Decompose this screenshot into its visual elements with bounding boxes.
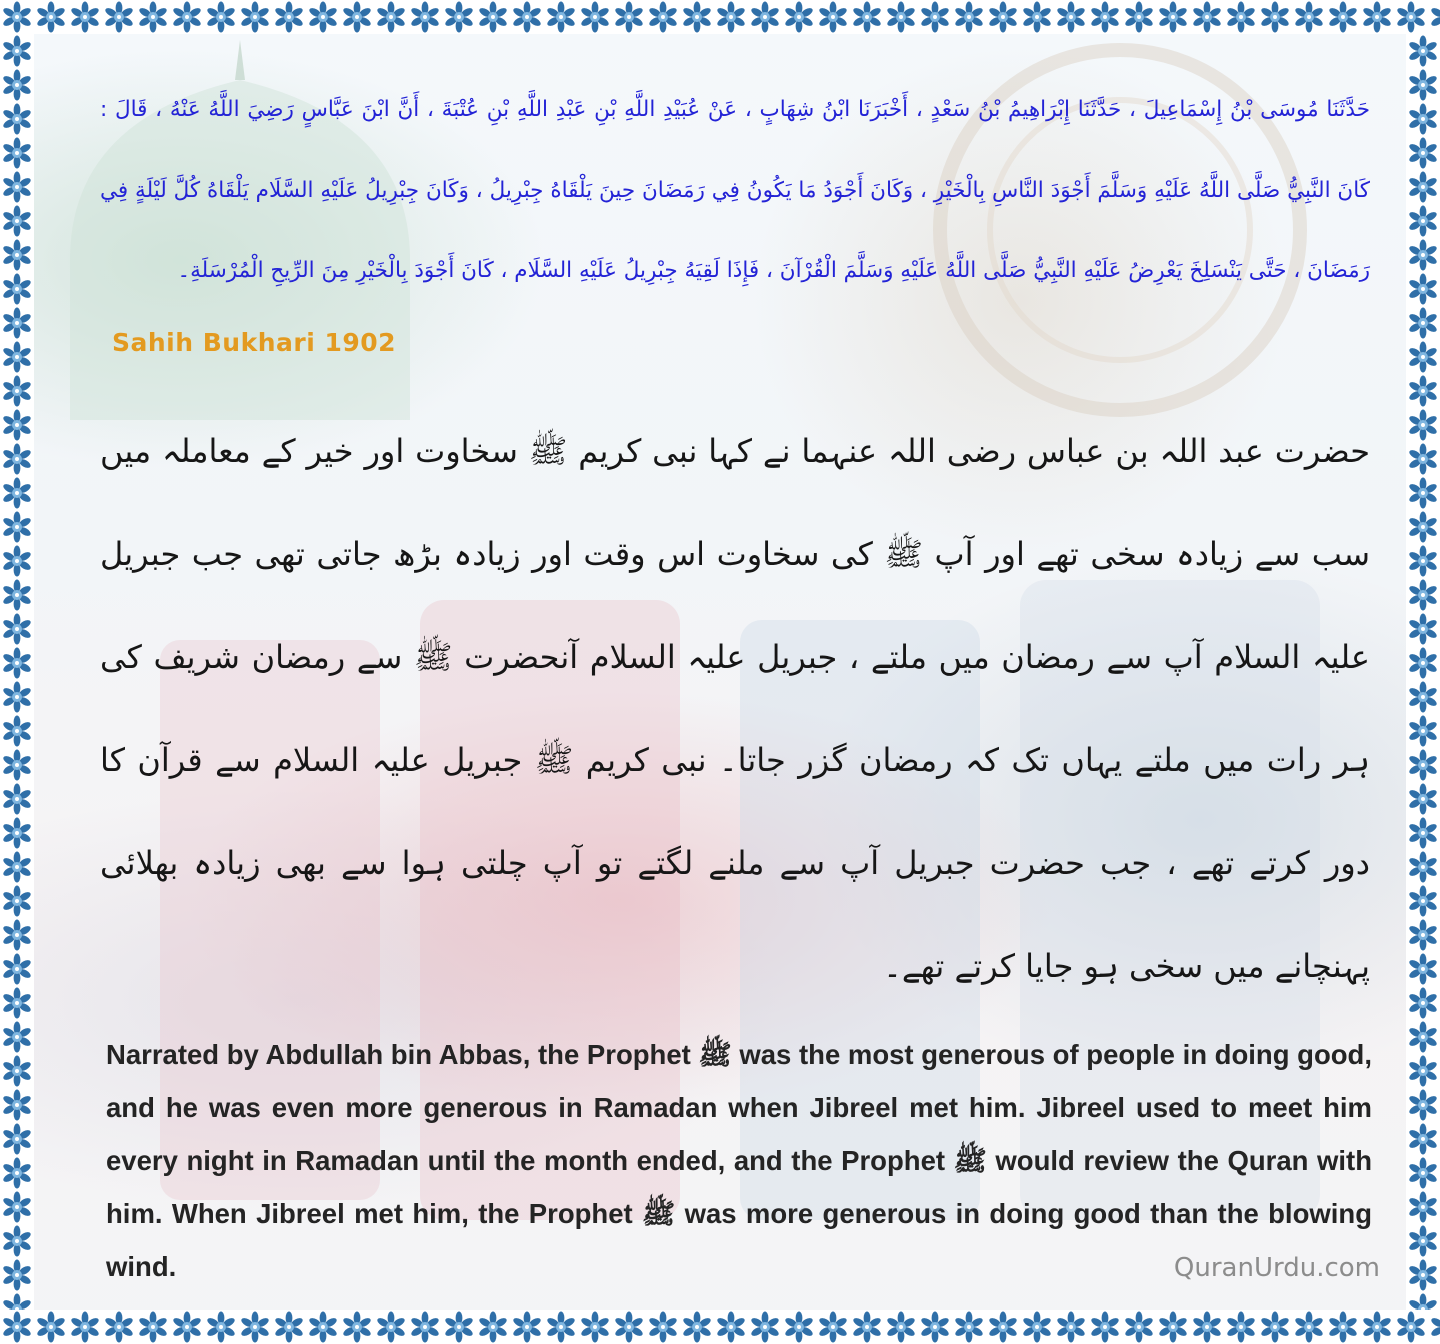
urdu-translation: حضرت عبد اللہ بن عباس رضی اللہ عنہما نے کہا نبی کریم ﷺ سخاوت اور خیر کے معاملہ میں سب سے زیادہ سخی تھے اور آپ ﷺ کی سخاوت اس وقت اور زیادہ بڑھ جاتی تھی جب جبریل علیہ السلام آپ سے رمضان میں ملتے ، جبریل علیہ السلام آنحضرت ﷺ سے رمضان شریف کی ہر رات میں ملتے یہاں تک کہ رمضان گزر جاتا۔ نبی کریم ﷺ جبریل علیہ السلام سے قرآن کا دور کرتے تھے ، جب حضرت جبریل آپ سے ملنے لگتے تو آپ چلتی ہوا سے بھی زیادہ بھلائی پہنچانے میں سخی ہو جایا کرتے تھے۔: [100, 432, 1370, 985]
ornamental-border-bottom: [0, 1310, 1440, 1344]
site-watermark: QuranUrdu.com: [1173, 1253, 1380, 1283]
english-translation: Narrated by Abdullah bin Abbas, the Prophet ﷺ was the most generous of people in doing good, and he was even more generous in Ramadan when Jibreel met him. Jibreel used to meet him every night in Ramadan until the month ended, and the Prophet ﷺ would review the Quran with him. When Jibreel met him, the Prophet ﷺ was more generous in doing good than the blowing wind.: [106, 1039, 1372, 1282]
hadith-content: [60, 70, 1380, 1300]
ornamental-border-left: [0, 34, 34, 1310]
arabic-hadith-text: حَدَّثَنَا مُوسَى بْنُ إِسْمَاعِيلَ ، حَدَّثَنَا إِبْرَاهِيمُ بْنُ سَعْدٍ ، أَخْبَرَنَا ابْنُ شِهَابٍ ، عَنْ عُبَيْدِ اللَّهِ بْنِ عَبْدِ اللَّهِ بْنِ عُتْبَةَ ، أَنَّ ابْنَ عَبَّاسٍ رَضِيَ اللَّهُ عَنْهُ ، قَالَ : كَانَ النَّبِيُّ صَلَّى اللَّهُ عَلَيْهِ وَسَلَّمَ أَجْوَدَ النَّاسِ بِالْخَيْرِ ، وَكَانَ أَجْوَدُ مَا يَكُونُ فِي رَمَضَانَ حِينَ يَلْقَاهُ جِبْرِيلُ ، وَكَانَ جِبْرِيلُ عَلَيْهِ السَّلَام يَلْقَاهُ كُلَّ لَيْلَةٍ فِي رَمَضَانَ ، حَتَّى يَنْسَلِخَ يَعْرِضُ عَلَيْهِ النَّبِيُّ صَلَّى اللَّهُ عَلَيْهِ وَسَلَّمَ الْقُرْآنَ ، فَإِذَا لَقِيَهُ جِبْرِيلُ عَلَيْهِ السَّلَام ، كَانَ أَجْوَدَ بِالْخَيْرِ مِنَ الرِّيحِ الْمُرْسَلَةِ۔: [100, 97, 1370, 283]
source-reference: Sahih Bukhari 1902: [112, 328, 397, 357]
ornamental-border-top: [0, 0, 1440, 34]
ornamental-border-right: [1406, 34, 1440, 1310]
